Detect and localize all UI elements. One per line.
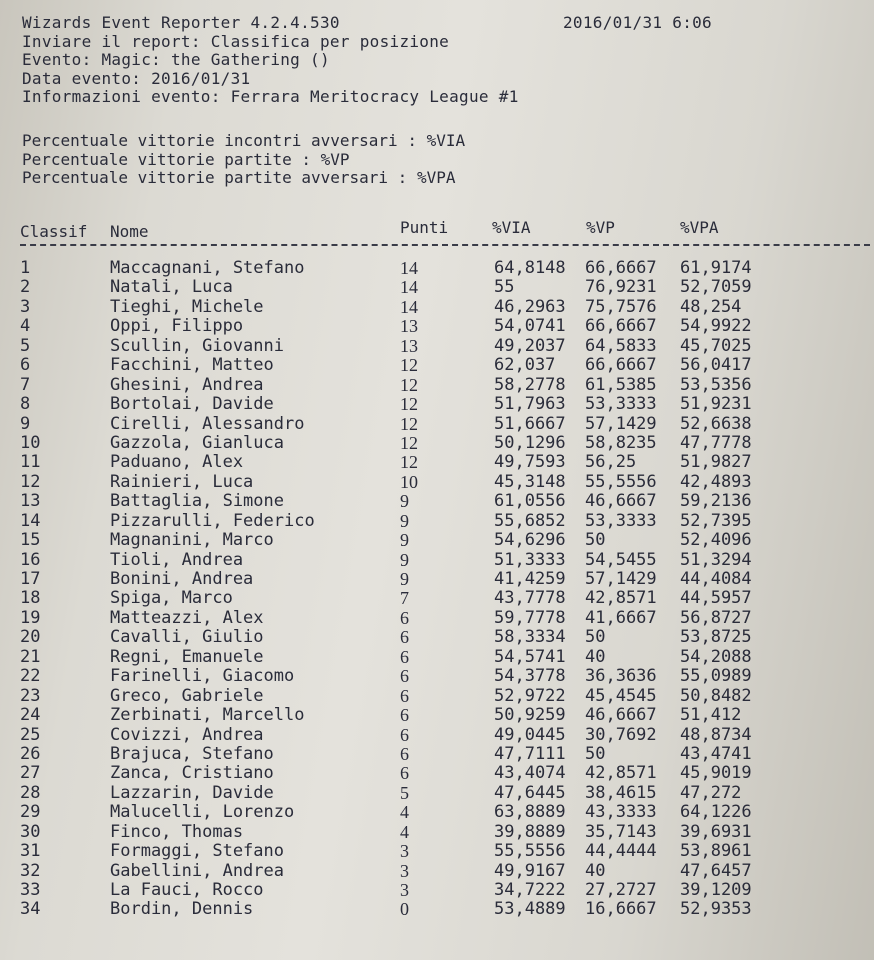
cell-vpa: 48,254	[680, 296, 742, 317]
cell-points: 6	[400, 607, 409, 628]
cell-rank: 17	[20, 569, 41, 589]
cell-points: 9	[400, 491, 409, 512]
table-row	[0, 316, 874, 335]
cell-name: Malucelli, Lorenzo	[110, 802, 295, 823]
cell-vp: 40	[585, 646, 606, 667]
cell-via: 50,9259	[494, 705, 566, 726]
cell-vp: 41,6667	[585, 607, 657, 628]
cell-via: 51,7963	[494, 394, 566, 415]
cell-vp: 44,4444	[585, 841, 657, 862]
cell-points: 4	[400, 821, 409, 842]
cell-name: Maccagnani, Stefano	[110, 258, 305, 278]
cell-vp: 30,7692	[585, 724, 657, 745]
cell-rank: 1	[20, 258, 31, 278]
table-row	[0, 375, 874, 394]
cell-via: 47,6445	[494, 782, 566, 803]
cell-rank: 32	[20, 860, 41, 881]
software-version: Wizards Event Reporter 4.2.4.530	[22, 13, 340, 32]
cell-rank: 30	[20, 821, 41, 842]
cell-via: 54,5741	[494, 646, 566, 667]
cell-points: 3	[400, 860, 409, 881]
col-vpa-header: %VPA	[680, 218, 719, 237]
legend-vpa: Percentuale vittorie partite avversari : %VPA	[22, 168, 456, 187]
cell-rank: 25	[20, 724, 41, 745]
cell-rank: 15	[20, 530, 41, 551]
cell-vpa: 39,6931	[680, 821, 752, 842]
cell-via: 55,5556	[494, 841, 566, 862]
cell-via: 43,4074	[494, 763, 566, 784]
cell-rank: 21	[20, 646, 41, 667]
report-type: Inviare il report: Classifica per posizione	[22, 31, 450, 51]
cell-vpa: 51,9231	[680, 394, 752, 415]
cell-name: Covizzi, Andrea	[110, 724, 264, 745]
cell-rank: 10	[20, 432, 41, 453]
cell-name: Paduano, Alex	[110, 452, 244, 473]
table-row	[0, 433, 874, 452]
table-row	[0, 530, 874, 549]
cell-vpa: 42,4893	[680, 471, 752, 492]
table-row	[0, 569, 874, 588]
cell-name: Formaggi, Stefano	[110, 841, 284, 862]
table-row	[0, 841, 874, 860]
cell-via: 58,2778	[494, 374, 566, 395]
cell-vpa: 47,6457	[680, 860, 752, 881]
cell-rank: 4	[20, 316, 31, 337]
cell-rank: 8	[20, 394, 31, 415]
cell-rank: 24	[20, 705, 41, 726]
cell-points: 0	[400, 899, 409, 920]
cell-vp: 50	[585, 530, 606, 551]
cell-vpa: 53,8725	[680, 627, 752, 648]
cell-vpa: 43,4741	[680, 743, 752, 764]
cell-points: 14	[400, 277, 418, 298]
cell-vpa: 48,8734	[680, 724, 752, 745]
event-info: Informazioni evento: Ferrara Meritocracy League #1	[22, 87, 519, 106]
cell-vp: 46,6667	[585, 705, 657, 726]
cell-points: 9	[400, 530, 409, 551]
cell-rank: 18	[20, 588, 41, 609]
cell-via: 43,7778	[494, 588, 566, 609]
cell-via: 51,3333	[494, 549, 566, 570]
cell-points: 6	[400, 724, 409, 745]
cell-vpa: 39,1209	[680, 880, 752, 900]
table-row	[0, 880, 874, 899]
table-row	[0, 861, 874, 880]
cell-vpa: 55,0989	[680, 666, 752, 687]
cell-points: 12	[400, 432, 418, 453]
cell-vpa: 52,9353	[680, 899, 752, 920]
cell-vpa: 52,4096	[680, 530, 752, 551]
cell-via: 49,2037	[494, 335, 566, 356]
cell-rank: 22	[20, 666, 41, 687]
cell-vp: 35,7143	[585, 821, 657, 842]
percentage-legend	[22, 132, 465, 188]
cell-name: Brajuca, Stefano	[110, 743, 274, 764]
cell-vpa: 56,0417	[680, 355, 752, 376]
cell-name: Magnanini, Marco	[110, 530, 274, 551]
cell-vp: 38,4615	[585, 782, 657, 803]
cell-name: Rainieri, Luca	[110, 471, 254, 492]
cell-name: Scullin, Giovanni	[110, 335, 284, 356]
cell-name: Ghesini, Andrea	[110, 374, 264, 395]
header-divider	[20, 244, 870, 246]
cell-vp: 64,5833	[585, 335, 657, 356]
table-row	[0, 336, 874, 355]
cell-via: 64,8148	[494, 258, 566, 278]
cell-vp: 16,6667	[585, 899, 657, 920]
cell-vpa: 54,2088	[680, 646, 752, 667]
cell-points: 5	[400, 782, 409, 803]
cell-rank: 26	[20, 743, 41, 764]
cell-via: 54,0741	[494, 316, 566, 337]
cell-name: Gazzola, Gianluca	[110, 432, 284, 453]
cell-vp: 46,6667	[585, 491, 657, 512]
cell-vpa: 54,9922	[680, 316, 752, 337]
cell-points: 4	[400, 802, 409, 823]
table-row	[0, 608, 874, 627]
cell-name: Tieghi, Michele	[110, 296, 264, 317]
cell-name: Farinelli, Giacomo	[110, 666, 295, 687]
cell-points: 3	[400, 880, 409, 900]
cell-name: Cavalli, Giulio	[110, 627, 264, 648]
cell-vp: 66,6667	[585, 355, 657, 376]
cell-rank: 11	[20, 452, 41, 473]
cell-vp: 75,7576	[585, 296, 657, 317]
cell-rank: 7	[20, 374, 31, 395]
legend-via: Percentuale vittorie incontri avversari : %VIA	[22, 131, 466, 150]
event-date: Data evento: 2016/01/31	[22, 68, 251, 88]
cell-via: 50,1296	[494, 432, 566, 453]
cell-via: 34,7222	[494, 880, 566, 900]
cell-vpa: 51,9827	[680, 452, 752, 473]
cell-vp: 66,6667	[585, 316, 657, 337]
cell-via: 49,0445	[494, 724, 566, 745]
cell-rank: 34	[20, 899, 41, 920]
cell-via: 62,037	[494, 355, 556, 376]
cell-via: 52,9722	[494, 685, 566, 706]
cell-vp: 43,3333	[585, 802, 657, 823]
cell-points: 3	[400, 841, 409, 862]
cell-name: Spiga, Marco	[110, 588, 233, 609]
col-vp-header: %VP	[586, 218, 615, 237]
cell-points: 9	[400, 569, 409, 589]
cell-vp: 55,5556	[585, 471, 657, 492]
cell-via: 61,0556	[494, 491, 566, 512]
cell-via: 59,7778	[494, 607, 566, 628]
cell-name: Zerbinati, Marcello	[110, 705, 305, 726]
cell-name: Matteazzi, Alex	[110, 607, 264, 628]
cell-vpa: 50,8482	[680, 685, 752, 706]
cell-points: 6	[400, 685, 409, 706]
cell-name: Gabellini, Andrea	[110, 860, 284, 881]
table-row	[0, 491, 874, 510]
cell-rank: 20	[20, 627, 41, 648]
cell-vp: 56,25	[585, 452, 637, 473]
cell-rank: 29	[20, 802, 41, 823]
table-row	[0, 647, 874, 666]
cell-via: 39,8889	[494, 821, 566, 842]
table-row	[0, 355, 874, 374]
cell-name: Bortolai, Davide	[110, 394, 274, 415]
cell-vp: 57,1429	[585, 413, 657, 434]
table-row	[0, 627, 874, 646]
cell-vpa: 44,5957	[680, 588, 752, 609]
table-row	[0, 744, 874, 763]
table-header	[20, 218, 870, 244]
cell-name: Cirelli, Alessandro	[110, 413, 305, 434]
table-row	[0, 297, 874, 316]
cell-via: 54,3778	[494, 666, 566, 687]
cell-vp: 27,2727	[585, 880, 657, 900]
table-row	[0, 666, 874, 685]
cell-points: 6	[400, 627, 409, 648]
cell-vpa: 52,7059	[680, 277, 752, 298]
cell-vp: 54,5455	[585, 549, 657, 570]
cell-points: 13	[400, 316, 418, 337]
cell-points: 6	[400, 705, 409, 726]
cell-rank: 19	[20, 607, 41, 628]
cell-points: 9	[400, 549, 409, 570]
cell-vpa: 47,7778	[680, 432, 752, 453]
cell-points: 10	[400, 471, 418, 492]
cell-points: 14	[400, 258, 418, 278]
cell-vp: 50	[585, 627, 606, 648]
cell-rank: 3	[20, 296, 31, 317]
cell-via: 45,3148	[494, 471, 566, 492]
cell-via: 53,4889	[494, 899, 566, 920]
cell-vp: 53,3333	[585, 510, 657, 531]
cell-name: Finco, Thomas	[110, 821, 244, 842]
cell-vp: 42,8571	[585, 763, 657, 784]
cell-points: 6	[400, 763, 409, 784]
cell-name: Oppi, Filippo	[110, 316, 244, 337]
table-row	[0, 452, 874, 471]
cell-vpa: 56,8727	[680, 607, 752, 628]
cell-vpa: 61,9174	[680, 258, 752, 278]
table-row	[0, 822, 874, 841]
cell-via: 47,7111	[494, 743, 566, 764]
cell-points: 12	[400, 374, 418, 395]
cell-via: 54,6296	[494, 530, 566, 551]
cell-points: 12	[400, 413, 418, 434]
cell-name: La Fauci, Rocco	[110, 880, 264, 900]
cell-points: 6	[400, 743, 409, 764]
cell-rank: 33	[20, 880, 41, 900]
standings-table	[0, 258, 874, 919]
cell-via: 49,7593	[494, 452, 566, 473]
cell-vp: 57,1429	[585, 569, 657, 589]
cell-rank: 27	[20, 763, 41, 784]
cell-via: 51,6667	[494, 413, 566, 434]
cell-points: 6	[400, 666, 409, 687]
cell-name: Bordin, Dennis	[110, 899, 254, 920]
cell-name: Bonini, Andrea	[110, 569, 254, 589]
table-row	[0, 588, 874, 607]
cell-name: Natali, Luca	[110, 277, 233, 298]
cell-rank: 5	[20, 335, 31, 356]
col-rank-header: Classif	[20, 222, 88, 241]
cell-points: 9	[400, 510, 409, 531]
cell-points: 7	[400, 588, 409, 609]
cell-vpa: 51,412	[680, 705, 742, 726]
cell-vpa: 44,4084	[680, 569, 752, 589]
cell-vp: 45,4545	[585, 685, 657, 706]
cell-via: 58,3334	[494, 627, 566, 648]
cell-via: 55,6852	[494, 510, 566, 531]
cell-vpa: 64,1226	[680, 802, 752, 823]
cell-via: 41,4259	[494, 569, 566, 589]
table-row	[0, 550, 874, 569]
cell-vpa: 47,272	[680, 782, 742, 803]
report-header	[22, 14, 862, 107]
cell-vp: 58,8235	[585, 432, 657, 453]
cell-points: 13	[400, 335, 418, 356]
cell-name: Facchini, Matteo	[110, 355, 274, 376]
table-row	[0, 783, 874, 802]
legend-vp: Percentuale vittorie partite : %VP	[22, 149, 350, 169]
cell-vpa: 52,6638	[680, 413, 752, 434]
col-name-header: Nome	[110, 222, 149, 241]
report-datetime: 2016/01/31 6:06	[563, 13, 712, 32]
cell-via: 55	[494, 277, 515, 298]
cell-vp: 40	[585, 860, 606, 881]
cell-vp: 42,8571	[585, 588, 657, 609]
cell-rank: 2	[20, 277, 31, 298]
table-row	[0, 472, 874, 491]
cell-points: 12	[400, 355, 418, 376]
cell-vp: 50	[585, 743, 606, 764]
table-row	[0, 705, 874, 724]
cell-vp: 61,5385	[585, 374, 657, 395]
cell-rank: 14	[20, 510, 41, 531]
cell-rank: 16	[20, 549, 41, 570]
cell-vpa: 52,7395	[680, 510, 752, 531]
table-row	[0, 414, 874, 433]
col-via-header: %VIA	[492, 218, 531, 237]
cell-vpa: 45,7025	[680, 335, 752, 356]
cell-name: Greco, Gabriele	[110, 685, 264, 706]
cell-vpa: 51,3294	[680, 549, 752, 570]
cell-points: 12	[400, 452, 418, 473]
cell-name: Tioli, Andrea	[110, 549, 244, 570]
cell-rank: 28	[20, 782, 41, 803]
cell-rank: 9	[20, 413, 31, 434]
cell-vp: 66,6667	[585, 258, 657, 278]
table-row	[0, 277, 874, 296]
cell-name: Pizzarulli, Federico	[110, 510, 315, 531]
cell-vp: 76,9231	[585, 277, 657, 298]
cell-rank: 6	[20, 355, 31, 376]
cell-vp: 53,3333	[585, 394, 657, 415]
cell-name: Battaglia, Simone	[110, 491, 284, 512]
cell-vpa: 59,2136	[680, 491, 752, 512]
table-row	[0, 899, 874, 918]
table-row	[0, 763, 874, 782]
col-points-header: Punti	[400, 218, 449, 237]
table-row	[0, 511, 874, 530]
table-row	[0, 258, 874, 277]
cell-vp: 36,3636	[585, 666, 657, 687]
table-row	[0, 686, 874, 705]
cell-vpa: 53,8961	[680, 841, 752, 862]
cell-rank: 13	[20, 491, 41, 512]
cell-points: 14	[400, 296, 418, 317]
cell-rank: 23	[20, 685, 41, 706]
event-name: Evento: Magic: the Gathering ()	[22, 50, 330, 69]
cell-name: Lazzarin, Davide	[110, 782, 274, 803]
cell-vpa: 45,9019	[680, 763, 752, 784]
table-row	[0, 802, 874, 821]
cell-rank: 12	[20, 471, 41, 492]
cell-via: 46,2963	[494, 296, 566, 317]
table-row	[0, 725, 874, 744]
cell-vpa: 53,5356	[680, 374, 752, 395]
cell-points: 12	[400, 394, 418, 415]
cell-via: 63,8889	[494, 802, 566, 823]
table-row	[0, 394, 874, 413]
cell-points: 6	[400, 646, 409, 667]
cell-name: Zanca, Cristiano	[110, 763, 274, 784]
cell-rank: 31	[20, 841, 41, 862]
cell-name: Regni, Emanuele	[110, 646, 264, 667]
cell-via: 49,9167	[494, 860, 566, 881]
